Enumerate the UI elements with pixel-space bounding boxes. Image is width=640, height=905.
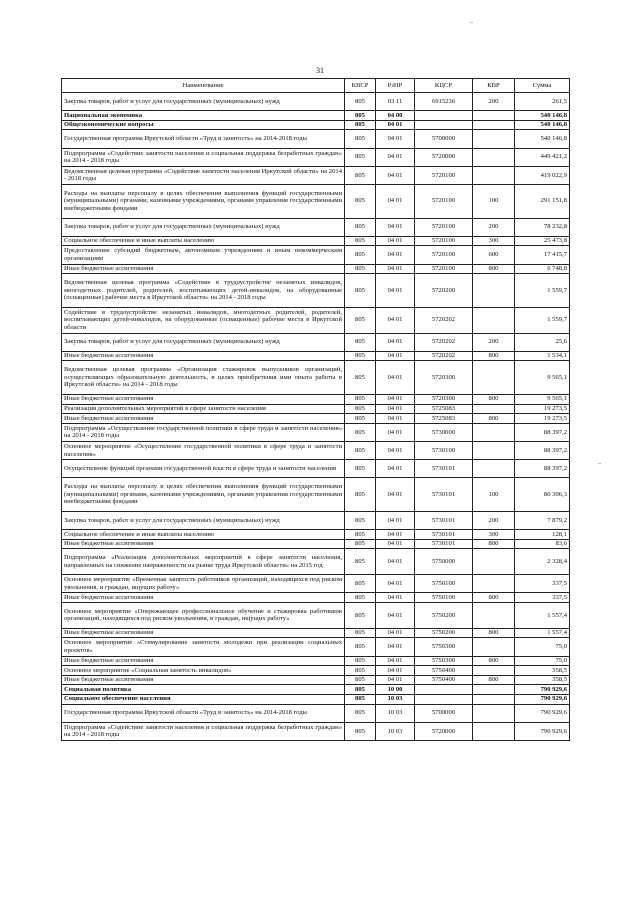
cell-kvr: 800 [473, 539, 515, 549]
table-header [62, 79, 570, 93]
cell-kvr [473, 148, 515, 166]
cell-rzpr: 04 01 [376, 414, 415, 424]
cell-kvr: 200 [473, 333, 515, 351]
cell-name: Основное мероприятие «Временная занятость работников организаций, находящихся под риском увольнения, и граждан, ищущих работу» [62, 575, 345, 593]
header-row [62, 79, 570, 93]
cell-rzpr: 04 01 [376, 539, 415, 549]
table-row [62, 460, 570, 478]
cell-kvr: 800 [473, 414, 515, 424]
cell-rzpr: 04 01 [376, 166, 415, 184]
cell-kvr [473, 666, 515, 676]
cell-kcsr: 5720100 [415, 246, 473, 264]
header-rzpr: РзПР [376, 79, 415, 93]
cell-rzpr: 04 01 [376, 120, 415, 130]
cell-kcsr: 5750100 [415, 593, 473, 603]
cell-kvsr: 805 [345, 307, 376, 333]
cell-name: Ведомственная целевая программа «Организация стажировок выпускников организаций, осуществляющих образовательную деятельность, в целях приобретения ими опыта работы в Иркутской области» на 2014 - 2018 годы [62, 361, 345, 395]
cell-kcsr: 5720300 [415, 394, 473, 404]
header-kcsr: КЦСР [415, 79, 473, 93]
cell-kcsr: 5750100 [415, 575, 473, 593]
cell-sum: 449 421,2 [515, 148, 570, 166]
cell-sum: 83,6 [515, 539, 570, 549]
cell-kcsr: 5720202 [415, 351, 473, 361]
cell-rzpr: 04 01 [376, 351, 415, 361]
table-row [62, 236, 570, 246]
cell-kcsr: 5730101 [415, 478, 473, 512]
cell-rzpr: 04 01 [376, 361, 415, 395]
cell-kcsr: 5725083 [415, 414, 473, 424]
cell-kvr [473, 694, 515, 704]
table-row [62, 111, 570, 121]
cell-sum: 88 397,2 [515, 423, 570, 441]
table-row [62, 246, 570, 264]
table-row [62, 404, 570, 414]
cell-kvsr: 805 [345, 361, 376, 395]
cell-rzpr: 04 00 [376, 111, 415, 121]
cell-sum: 80 306,3 [515, 478, 570, 512]
cell-sum: 17 415,7 [515, 246, 570, 264]
cell-sum: 1 559,7 [515, 274, 570, 308]
cell-sum: 88 397,2 [515, 441, 570, 459]
cell-kcsr: 5730000 [415, 423, 473, 441]
cell-kcsr: 6915236 [415, 93, 473, 111]
table-row [62, 638, 570, 656]
cell-name: Основное мероприятие «Опережающее профессиональное обучение и стажировка работников организаций, находящихся под риском увольнения, и граждан, ищущих работу» [62, 602, 345, 628]
cell-sum: 540 146,8 [515, 111, 570, 121]
cell-rzpr: 04 01 [376, 333, 415, 351]
cell-rzpr: 04 01 [376, 307, 415, 333]
cell-kvr: 800 [473, 628, 515, 638]
cell-kvr [473, 549, 515, 575]
cell-name: Подпрограмма «Содействие занятости населения и социальная поддержка безработных граждан» на 2014 - 2018 годы [62, 148, 345, 166]
cell-kvr [473, 602, 515, 628]
cell-sum: 75,0 [515, 638, 570, 656]
cell-rzpr: 04 01 [376, 511, 415, 529]
cell-kvsr: 805 [345, 264, 376, 274]
cell-kvsr: 805 [345, 549, 376, 575]
cell-kvr [473, 120, 515, 130]
cell-rzpr: 04 01 [376, 602, 415, 628]
table-row [62, 656, 570, 666]
cell-kcsr: 5750400 [415, 675, 473, 685]
cell-kcsr [415, 694, 473, 704]
cell-kcsr: 5750300 [415, 638, 473, 656]
cell-sum: 6 748,8 [515, 264, 570, 274]
cell-kvsr: 805 [345, 656, 376, 666]
cell-kcsr: 5730100 [415, 441, 473, 459]
cell-name: Подпрограмма «Содействие занятости населения и социальная поддержка безработных граждан» на 2014 - 2018 годы [62, 722, 345, 740]
cell-kvr: 200 [473, 218, 515, 236]
budget-table [61, 78, 570, 741]
cell-kvr [473, 274, 515, 308]
cell-name: Расходы на выплаты персоналу в целях обеспечения выполнения функций государственными (муниципальными) органами, казенными учреждениями, органами управления государственными внебюджетными фондами [62, 184, 345, 218]
cell-kcsr: 5720100 [415, 236, 473, 246]
table-row [62, 602, 570, 628]
cell-name: Ведомственная целевая программа «Содействие занятости населения Иркутской области» на 2014 - 2018 годы [62, 166, 345, 184]
cell-name: Подпрограмма «Осуществление государственной политики в сфере труда и занятости населения» на 2014 - 2018 годы [62, 423, 345, 441]
table-row [62, 511, 570, 529]
cell-sum: 1 557,4 [515, 628, 570, 638]
cell-kvr: 800 [473, 675, 515, 685]
cell-kvr [473, 404, 515, 414]
cell-sum: 419 022,9 [515, 166, 570, 184]
cell-name: Иные бюджетные ассигнования [62, 628, 345, 638]
cell-rzpr: 03 11 [376, 93, 415, 111]
cell-kvr [473, 130, 515, 148]
table-row [62, 218, 570, 236]
cell-kvr: 100 [473, 478, 515, 512]
cell-kvr [473, 111, 515, 121]
table-row [62, 414, 570, 424]
cell-kvsr: 805 [345, 246, 376, 264]
cell-kcsr: 5750000 [415, 549, 473, 575]
cell-kvsr: 805 [345, 511, 376, 529]
cell-kcsr: 5730101 [415, 460, 473, 478]
cell-name: Социальная политика [62, 685, 345, 695]
cell-name: Основное мероприятие «Социальная занятость инвалидов» [62, 666, 345, 676]
header-sum: Сумма [515, 79, 570, 93]
header-name: Наименование [62, 79, 345, 93]
cell-kcsr: 5720100 [415, 166, 473, 184]
cell-sum: 7 879,2 [515, 511, 570, 529]
cell-name: Основное мероприятие «Осуществление государственной политики в сфере труда и занятости населения» [62, 441, 345, 459]
cell-kvsr: 805 [345, 111, 376, 121]
cell-kvr: 800 [473, 593, 515, 603]
cell-rzpr: 04 01 [376, 666, 415, 676]
cell-kvr [473, 423, 515, 441]
cell-kvr [473, 307, 515, 333]
cell-kvsr: 805 [345, 685, 376, 695]
table-row [62, 694, 570, 704]
cell-rzpr: 04 01 [376, 130, 415, 148]
cell-sum: 540 146,8 [515, 130, 570, 148]
cell-rzpr: 04 01 [376, 549, 415, 575]
cell-name: Иные бюджетные ассигнования [62, 414, 345, 424]
cell-kcsr: 5720300 [415, 361, 473, 395]
cell-kcsr: 5720000 [415, 148, 473, 166]
cell-kvsr: 805 [345, 722, 376, 740]
table-row [62, 166, 570, 184]
cell-kvsr: 805 [345, 394, 376, 404]
cell-kvr [473, 575, 515, 593]
cell-kcsr: 5720100 [415, 218, 473, 236]
cell-rzpr: 04 01 [376, 423, 415, 441]
header-kvr: КВР [473, 79, 515, 93]
table-row [62, 628, 570, 638]
cell-kvr [473, 460, 515, 478]
cell-kcsr: 5750200 [415, 602, 473, 628]
cell-kcsr: 5720100 [415, 264, 473, 274]
cell-sum: 261,5 [515, 93, 570, 111]
cell-name: Закупка товаров, работ и услуг для государственных (муниципальных) нужд [62, 333, 345, 351]
cell-kvsr: 805 [345, 575, 376, 593]
cell-kvsr: 805 [345, 441, 376, 459]
cell-kvsr: 805 [345, 602, 376, 628]
cell-rzpr: 04 01 [376, 460, 415, 478]
cell-sum: 337,5 [515, 593, 570, 603]
cell-name: Социальное обеспечение и иные выплаты населению [62, 236, 345, 246]
cell-name: Государственная программа Иркутской области «Труд и занятость» на 2014-2018 годы [62, 130, 345, 148]
cell-name: Иные бюджетные ассигнования [62, 351, 345, 361]
cell-name: Социальное обеспечение и иные выплаты населению [62, 530, 345, 540]
table-row [62, 704, 570, 722]
cell-rzpr: 04 01 [376, 274, 415, 308]
cell-rzpr: 04 01 [376, 184, 415, 218]
cell-rzpr: 04 01 [376, 575, 415, 593]
cell-sum: 790 929,6 [515, 685, 570, 695]
cell-name: Иные бюджетные ассигнования [62, 656, 345, 666]
cell-kvsr: 805 [345, 166, 376, 184]
cell-rzpr: 04 01 [376, 656, 415, 666]
cell-kvsr: 805 [345, 530, 376, 540]
table-row [62, 351, 570, 361]
cell-rzpr: 04 01 [376, 530, 415, 540]
table-row [62, 593, 570, 603]
cell-kvsr: 805 [345, 351, 376, 361]
cell-kvr [473, 704, 515, 722]
cell-kvsr: 805 [345, 423, 376, 441]
cell-kcsr: 5720202 [415, 333, 473, 351]
cell-kvsr: 805 [345, 666, 376, 676]
cell-name: Предоставление субсидий бюджетным, автономным учреждениям и иным некоммерческим организациям [62, 246, 345, 264]
table-row [62, 333, 570, 351]
cell-kvsr: 805 [345, 478, 376, 512]
cell-name: Общеэкономические вопросы [62, 120, 345, 130]
cell-name: Национальная экономика [62, 111, 345, 121]
cell-kvr [473, 685, 515, 695]
cell-sum: 790 929,6 [515, 694, 570, 704]
cell-name: Ведомственная целевая программа «Содействие в трудоустройстве незанятых инвалидов, многодетных родителей, родителей, воспитывающих детей-инвалидов, на оборудованные (оснащенные) рабочие места в Иркутской области» на 2014 - 2018 годы [62, 274, 345, 308]
cell-rzpr: 04 01 [376, 218, 415, 236]
table-row [62, 394, 570, 404]
cell-kvsr: 805 [345, 236, 376, 246]
cell-kvr: 600 [473, 246, 515, 264]
cell-sum: 9 565,1 [515, 361, 570, 395]
table-row [62, 530, 570, 540]
cell-kvsr: 805 [345, 460, 376, 478]
cell-kcsr: 5720100 [415, 184, 473, 218]
cell-kvr: 800 [473, 394, 515, 404]
cell-kcsr: 5725083 [415, 404, 473, 414]
cell-name: Закупка товаров, работ и услуг для государственных (муниципальных) нужд [62, 93, 345, 111]
cell-kvsr: 805 [345, 93, 376, 111]
cell-sum: 88 397,2 [515, 460, 570, 478]
table-row [62, 423, 570, 441]
cell-kvr: 200 [473, 511, 515, 529]
cell-kvsr: 805 [345, 414, 376, 424]
scan-speck [598, 463, 601, 464]
cell-sum: 337,5 [515, 575, 570, 593]
cell-rzpr: 10 03 [376, 704, 415, 722]
cell-rzpr: 04 01 [376, 638, 415, 656]
cell-sum: 1 557,4 [515, 602, 570, 628]
table-row [62, 184, 570, 218]
cell-sum: 358,5 [515, 666, 570, 676]
cell-kcsr: 5750200 [415, 628, 473, 638]
cell-name: Закупка товаров, работ и услуг для государственных (муниципальных) нужд [62, 218, 345, 236]
cell-sum: 128,1 [515, 530, 570, 540]
cell-kcsr: 5720000 [415, 722, 473, 740]
cell-name: Иные бюджетные ассигнования [62, 675, 345, 685]
cell-rzpr: 04 01 [376, 593, 415, 603]
cell-name: Социальное обеспечение населения [62, 694, 345, 704]
cell-kcsr [415, 111, 473, 121]
cell-name: Расходы на выплаты персоналу в целях обеспечения выполнения функций государственными (муниципальными) органами, казенными учреждениями, органами управления государственными внебюджетными фондами [62, 478, 345, 512]
cell-kcsr: 5730101 [415, 539, 473, 549]
cell-sum: 2 328,4 [515, 549, 570, 575]
cell-kcsr: 5720202 [415, 307, 473, 333]
cell-rzpr: 04 01 [376, 394, 415, 404]
cell-sum: 358,5 [515, 675, 570, 685]
cell-rzpr: 04 01 [376, 628, 415, 638]
cell-kvr [473, 441, 515, 459]
cell-name: Содействие в трудоустройстве незанятых инвалидов, многодетных родителей, родителей, воспитывающих детей-инвалидов, на оборудованные (оснащенные) рабочие места в Иркутской области [62, 307, 345, 333]
table-row [62, 148, 570, 166]
cell-rzpr: 04 01 [376, 404, 415, 414]
cell-name: Осуществление функций органами государственной власти в сфере труда и занятости населения [62, 460, 345, 478]
cell-kvr: 800 [473, 656, 515, 666]
cell-kcsr: 5700000 [415, 130, 473, 148]
cell-sum: 19 273,5 [515, 414, 570, 424]
header-kvsr: КВСР [345, 79, 376, 93]
cell-name: Реализация дополнительных мероприятий в сфере занятости населения [62, 404, 345, 414]
cell-kvsr: 805 [345, 638, 376, 656]
cell-sum: 1 559,7 [515, 307, 570, 333]
cell-sum: 19 273,5 [515, 404, 570, 414]
cell-name: Иные бюджетные ассигнования [62, 264, 345, 274]
cell-kcsr: 5750300 [415, 656, 473, 666]
scan-speck [470, 22, 473, 23]
cell-name: Подпрограмма «Реализация дополнительных мероприятий в сфере занятости населения, направленных на снижение напряженности на рынке труда Иркутской области» на 2015 год [62, 549, 345, 575]
cell-kvr: 800 [473, 351, 515, 361]
table-row [62, 130, 570, 148]
cell-rzpr: 04 01 [376, 246, 415, 264]
cell-kvsr: 805 [345, 675, 376, 685]
cell-sum: 9 565,1 [515, 394, 570, 404]
cell-sum: 25,6 [515, 333, 570, 351]
table-row [62, 539, 570, 549]
cell-name: Иные бюджетные ассигнования [62, 593, 345, 603]
cell-kcsr: 5730101 [415, 530, 473, 540]
table-row [62, 93, 570, 111]
cell-rzpr: 04 01 [376, 264, 415, 274]
cell-kvsr: 805 [345, 694, 376, 704]
table-row [62, 685, 570, 695]
cell-kvr [473, 166, 515, 184]
cell-kvr: 200 [473, 93, 515, 111]
cell-kvsr: 805 [345, 120, 376, 130]
cell-rzpr: 10 00 [376, 685, 415, 695]
table-row [62, 120, 570, 130]
cell-kcsr: 5700000 [415, 704, 473, 722]
cell-sum: 1 534,1 [515, 351, 570, 361]
cell-kcsr: 5720200 [415, 274, 473, 308]
cell-sum: 291 151,8 [515, 184, 570, 218]
cell-kvsr: 805 [345, 333, 376, 351]
cell-kvr [473, 361, 515, 395]
cell-kvr [473, 722, 515, 740]
table-row [62, 264, 570, 274]
cell-kvsr: 805 [345, 184, 376, 218]
table-row [62, 361, 570, 395]
cell-kvsr: 805 [345, 130, 376, 148]
table-row [62, 274, 570, 308]
cell-kvr: 800 [473, 264, 515, 274]
cell-name: Иные бюджетные ассигнования [62, 394, 345, 404]
page-number: 31 [316, 66, 324, 75]
cell-kcsr: 5750400 [415, 666, 473, 676]
cell-rzpr: 04 01 [376, 675, 415, 685]
cell-kvsr: 805 [345, 593, 376, 603]
cell-sum: 790 929,6 [515, 704, 570, 722]
cell-sum: 790 929,6 [515, 722, 570, 740]
cell-rzpr: 10 03 [376, 722, 415, 740]
cell-kvsr: 805 [345, 218, 376, 236]
cell-name: Основное мероприятие «Стимулирование занятости молодежи при реализации социальных проектов» [62, 638, 345, 656]
cell-rzpr: 04 01 [376, 441, 415, 459]
cell-sum: 78 232,8 [515, 218, 570, 236]
cell-kvr: 100 [473, 184, 515, 218]
cell-rzpr: 10 03 [376, 694, 415, 704]
cell-kvsr: 805 [345, 404, 376, 414]
table-row [62, 666, 570, 676]
table-row [62, 675, 570, 685]
table-row [62, 441, 570, 459]
cell-name: Государственная программа Иркутской области «Труд и занятость» на 2014-2018 годы [62, 704, 345, 722]
cell-kcsr [415, 120, 473, 130]
cell-kvr: 300 [473, 530, 515, 540]
cell-kvsr: 805 [345, 539, 376, 549]
cell-kvr [473, 638, 515, 656]
cell-kvsr: 805 [345, 148, 376, 166]
cell-kcsr: 5730101 [415, 511, 473, 529]
cell-kvsr: 805 [345, 704, 376, 722]
table-row [62, 307, 570, 333]
table-body [62, 93, 570, 741]
table-row [62, 478, 570, 512]
cell-kvsr: 805 [345, 274, 376, 308]
table-row [62, 575, 570, 593]
cell-kvsr: 805 [345, 628, 376, 638]
cell-sum: 25 473,8 [515, 236, 570, 246]
cell-sum: 75,0 [515, 656, 570, 666]
cell-rzpr: 04 01 [376, 148, 415, 166]
cell-rzpr: 04 01 [376, 478, 415, 512]
table-row [62, 549, 570, 575]
cell-name: Закупка товаров, работ и услуг для государственных (муниципальных) нужд [62, 511, 345, 529]
cell-name: Иные бюджетные ассигнования [62, 539, 345, 549]
cell-kcsr [415, 685, 473, 695]
cell-rzpr: 04 01 [376, 236, 415, 246]
table-row [62, 722, 570, 740]
cell-kvr: 300 [473, 236, 515, 246]
cell-sum: 540 146,8 [515, 120, 570, 130]
